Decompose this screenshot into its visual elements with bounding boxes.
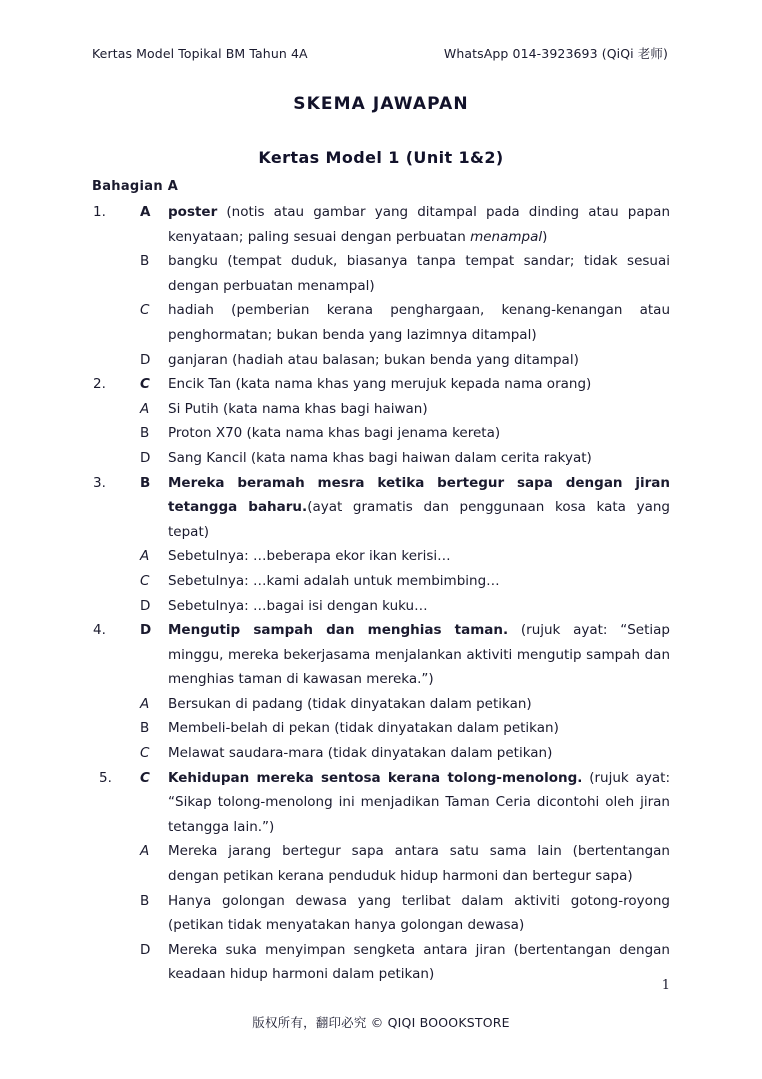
distractor-explanation: Proton X70 (kata nama khas bagi jenama kereta) (168, 425, 501, 442)
option-letter: A (140, 843, 150, 860)
emphasised-term: menampal (470, 228, 543, 245)
correct-answer-letter: D (140, 622, 152, 639)
answer-row (92, 471, 670, 545)
distractor-explanation: Si Putih (kata nama khas bagi haiwan) (168, 400, 428, 417)
correct-answer-letter: A (140, 204, 151, 220)
question-number: 5. (99, 769, 112, 786)
answer-row (92, 298, 670, 347)
page-number: 1 (661, 978, 670, 993)
option-letter: B (140, 720, 150, 737)
question-number: 2. (93, 376, 106, 393)
answer-keyword: Kehidupan mereka sentosa kerana tolong-menolong. (168, 769, 583, 786)
header-left-text: Kertas Model Topikal BM Tahun 4A (92, 46, 308, 61)
option-letter: B (140, 892, 150, 909)
section-label: Bahagian A (92, 179, 179, 194)
page-subtitle: Kertas Model 1 (Unit 1&2) (258, 148, 504, 167)
answer-keyword: Mengutip sampah dan menghias taman. (168, 622, 509, 639)
answer-keyword: poster (168, 204, 218, 220)
explanation-text: (rujuk ayat: “Setiap minggu, mereka bekerjasama menjalankan aktiviti mengutip sampah dan menghias taman di kawasan mereka.”) (168, 622, 670, 688)
page-title: SKEMA JAWAPAN (293, 94, 469, 114)
answer-row (92, 446, 670, 471)
option-letter: C (140, 745, 150, 762)
option-letter: A (140, 695, 150, 712)
option-letter: D (140, 449, 151, 466)
answer-row (92, 569, 670, 594)
distractor-explanation: Hanya golongan dewasa yang terlibat dalam aktiviti gotong-royong (petikan tidak menyatakan hanya golongan dewasa) (168, 892, 670, 934)
distractor-explanation: Sang Kancil (kata nama khas bagi haiwan dalam cerita rakyat) (168, 449, 592, 466)
option-letter: C (140, 302, 150, 319)
explanation-text: (notis atau gambar yang ditampal pada dinding atau papan kenyataan; paling sesuai dengan perbuatan (168, 204, 670, 245)
running-header (92, 44, 670, 62)
answer-row (92, 618, 670, 692)
option-letter: D (140, 597, 151, 614)
distractor-explanation: hadiah (pemberian kerana penghargaan, kenang-kenangan atau penghormatan; bukan benda yang lazimnya ditampal) (168, 302, 670, 343)
distractor-explanation: Melawat saudara-mara (tidak dinyatakan dalam petikan) (168, 745, 553, 762)
answer-row (92, 421, 670, 446)
option-letter: B (140, 253, 150, 270)
option-letter: A (140, 548, 150, 565)
header-right-contact: WhatsApp 014-3923693 (QiQi 老师) (443, 46, 668, 61)
distractor-explanation: bangku (tempat duduk, biasanya tanpa tempat sandar; tidak sesuai dengan perbuatan menampal) (168, 253, 670, 294)
answer-row (92, 397, 670, 422)
question-number: 1. (93, 204, 106, 220)
option-letter: D (140, 351, 151, 368)
distractor-explanation: Bersukan di padang (tidak dinyatakan dalam petikan) (168, 695, 532, 712)
answer-explanation (168, 766, 670, 840)
answer-row (92, 594, 670, 619)
distractor-explanation: ganjaran (hadiah atau balasan; bukan benda yang ditampal) (168, 351, 579, 368)
answer-list (92, 200, 670, 987)
answer-row (92, 200, 670, 249)
answer-row (92, 249, 670, 298)
distractor-explanation: Mereka jarang bertegur sapa antara satu sama lain (bertentangan dengan petikan kerana penduduk hidup harmoni dan bertegur sapa) (168, 843, 670, 885)
explanation-text: (rujuk ayat: “Sikap tolong-menolong ini menjadikan Taman Ceria dicontohi oleh jiran tetangga lain.”) (168, 769, 670, 835)
answer-explanation (168, 618, 670, 692)
question-number: 3. (93, 474, 106, 491)
answer-row (92, 839, 670, 888)
option-letter: C (140, 572, 150, 589)
explanation-text: (ayat gramatis dan penggunaan kosa kata yang tepat) (168, 499, 670, 540)
answer-row (92, 348, 670, 373)
option-letter: B (140, 425, 150, 442)
correct-answer-letter: C (140, 376, 150, 393)
answer-keyword: Mereka beramah mesra ketika bertegur sapa dengan jiran tetangga baharu. (168, 474, 670, 516)
option-letter: A (140, 400, 150, 417)
answer-row (92, 716, 670, 741)
distractor-explanation: Sebetulnya: …bagai isi dengan kuku… (168, 597, 428, 614)
distractor-explanation: Sebetulnya: …beberapa ekor ikan kerisi… (168, 548, 451, 565)
explanation-close: ) (542, 228, 548, 245)
answer-row (92, 889, 670, 938)
answer-explanation (168, 471, 670, 545)
answer-row (92, 544, 670, 569)
answer-row (92, 938, 670, 987)
answer-row (92, 766, 670, 840)
distractor-explanation: Mereka suka menyimpan sengketa antara jiran (bertentangan dengan keadaan hidup harmoni dalam petikan) (168, 941, 670, 983)
answer-explanation: Encik Tan (kata nama khas yang merujuk kepada nama orang) (168, 376, 592, 393)
correct-answer-letter: C (140, 769, 150, 786)
distractor-explanation: Sebetulnya: …kami adalah untuk membimbing… (168, 572, 500, 589)
distractor-explanation: Membeli-belah di pekan (tidak dinyatakan dalam petikan) (168, 720, 559, 737)
answer-row (92, 372, 670, 397)
answer-explanation (168, 200, 670, 249)
copyright-footer: 版权所有，翻印必究 © QIQI BOOOKSTORE (252, 1015, 510, 1030)
option-letter: D (140, 941, 151, 958)
answer-row (92, 692, 670, 717)
question-number: 4. (93, 622, 106, 639)
answer-row (92, 741, 670, 766)
correct-answer-letter: B (140, 474, 151, 491)
